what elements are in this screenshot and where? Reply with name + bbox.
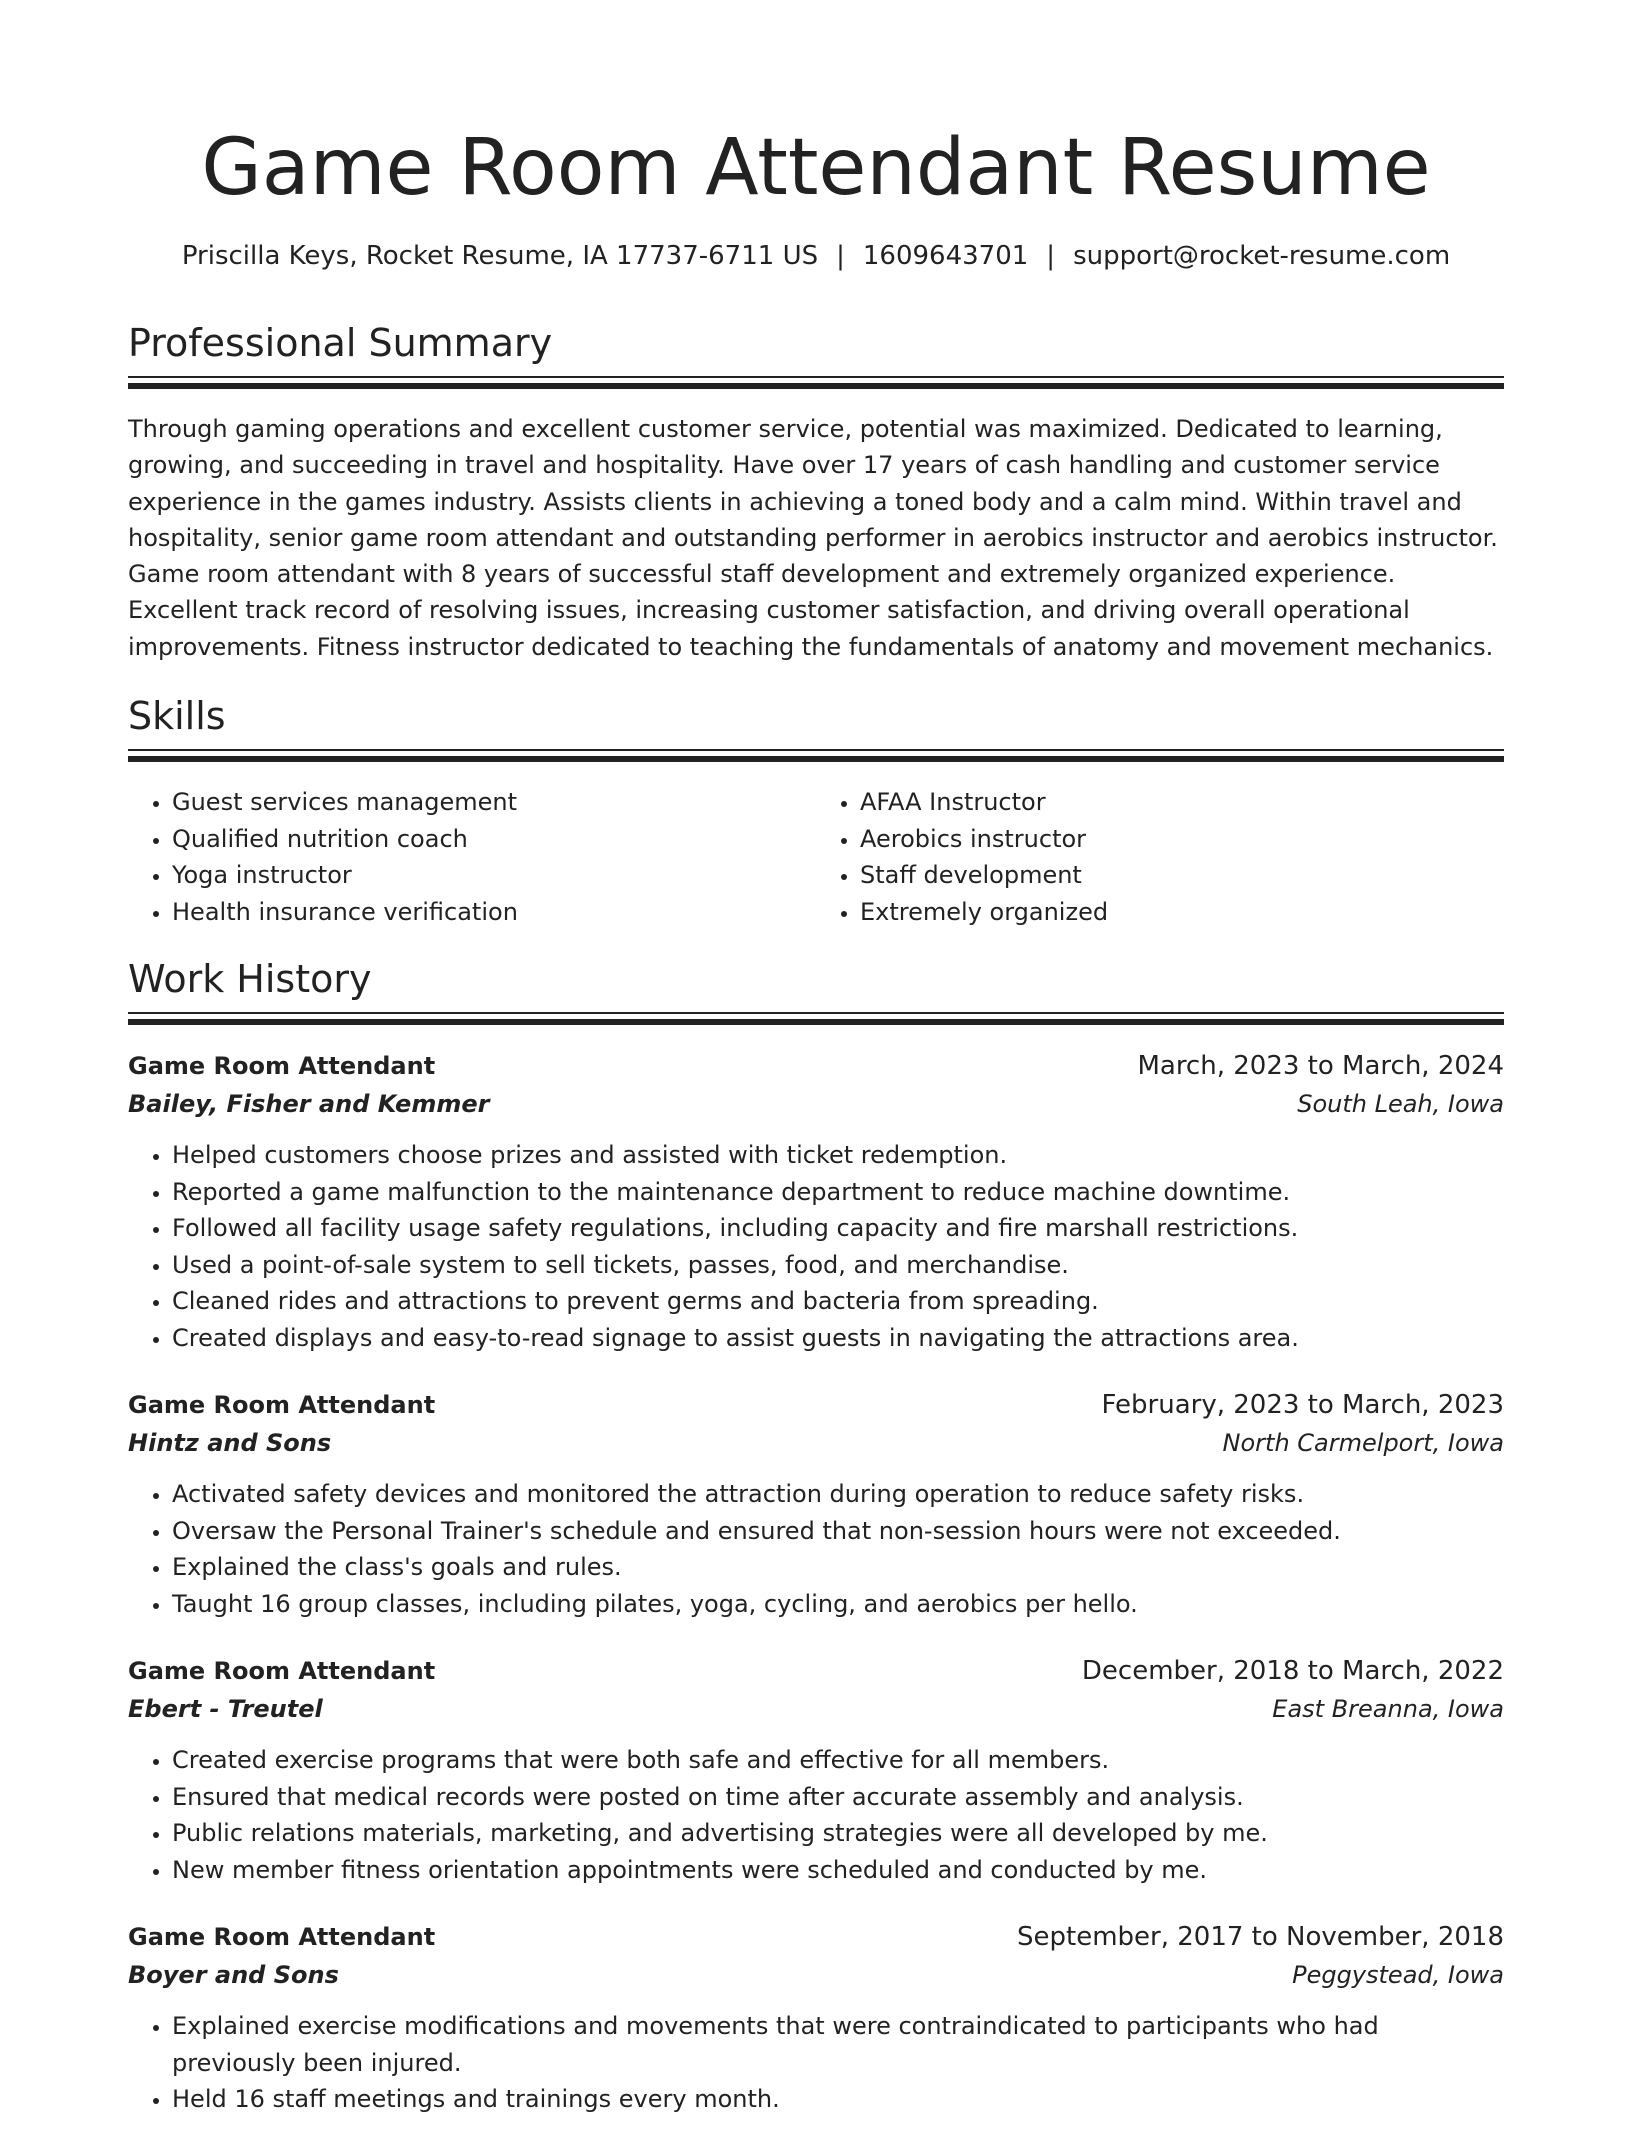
work-history-section [128, 954, 1504, 2118]
job-duties-list [128, 1476, 1504, 1622]
job-dates: September, 2017 to November, 2018 [1017, 1922, 1504, 1953]
job-company: Hintz and Sons [128, 1429, 332, 1458]
job-duties-list [128, 2008, 1504, 2118]
job-location: North Carmelport, Iowa [1222, 1429, 1504, 1458]
job-title: Game Room Attendant [128, 1657, 436, 1686]
job-entry [128, 1047, 1504, 1356]
list-item: • Public relations materials, marketing, and advertising strategies were all developed by me. [172, 1815, 1504, 1852]
job-dates: March, 2023 to March, 2024 [1137, 1051, 1504, 1082]
job-location: South Leah, Iowa [1297, 1090, 1504, 1119]
list-item: • Explained the class's goals and rules. [172, 1549, 1504, 1586]
list-item: • Staff development [860, 857, 1504, 894]
contact-email[interactable]: support@rocket-resume.com [1073, 241, 1451, 271]
skills-columns [128, 784, 1504, 930]
list-item: • Cleaned rides and attractions to prevent germs and bacteria from spreading. [172, 1283, 1504, 1320]
job-company: Boyer and Sons [128, 1961, 339, 1990]
contact-phone: 1609643701 [862, 241, 1029, 271]
job-dates: December, 2018 to March, 2022 [1081, 1656, 1504, 1687]
job-header-row [128, 1386, 1504, 1424]
section-divider [128, 749, 1504, 762]
list-item: • Followed all facility usage safety regulations, including capacity and fire marshall restrictions. [172, 1210, 1504, 1247]
list-item: • Activated safety devices and monitored the attraction during operation to reduce safety risks. [172, 1476, 1504, 1513]
section-divider [128, 376, 1504, 389]
list-item: • Reported a game malfunction to the maintenance department to reduce machine downtime. [172, 1174, 1504, 1211]
list-item: • Guest services management [172, 784, 816, 821]
job-duties-list [128, 1137, 1504, 1356]
list-item: • Extremely organized [860, 894, 1504, 931]
job-entry [128, 1918, 1504, 2118]
contact-address: Priscilla Keys, Rocket Resume, IA 17737-6711 US [181, 241, 819, 271]
job-header-row [128, 1918, 1504, 1956]
list-item: • Yoga instructor [172, 857, 816, 894]
list-item: • Oversaw the Personal Trainer's schedule and ensured that non-session hours were not exceeded. [172, 1513, 1504, 1550]
skills-right-list [816, 784, 1504, 930]
list-item: • Taught 16 group classes, including pilates, yoga, cycling, and aerobics per hello. [172, 1586, 1504, 1623]
job-company-row [128, 1690, 1504, 1728]
list-item: • Health insurance verification [172, 894, 816, 931]
list-item: • Held 16 staff meetings and trainings every month. [172, 2081, 1504, 2118]
skills-heading: Skills [128, 694, 226, 739]
contact-separator: | [1046, 241, 1056, 271]
job-entry [128, 1386, 1504, 1622]
list-item: • Qualified nutrition coach [172, 821, 816, 858]
job-header-row [128, 1652, 1504, 1690]
job-title: Game Room Attendant [128, 1052, 436, 1081]
contact-line [0, 238, 1632, 274]
job-list [128, 1047, 1504, 2118]
job-company-row [128, 1085, 1504, 1123]
job-title: Game Room Attendant [128, 1923, 436, 1952]
list-item: • Created displays and easy-to-read signage to assist guests in navigating the attractions area. [172, 1320, 1504, 1357]
summary-text: Through gaming operations and excellent customer service, potential was maximized. Dedicated to learning, growing, and succeeding in travel and hospitality. Have over 17 years of cash handling and customer service experience in the games industry. Assists clients in achieving a toned body and a calm mind. Within travel and hospitality, senior game room attendant and outstanding performer in aerobics instructor and aerobics instructor. Game room attendant with 8 years of successful staff development and extremely organized experience. Excellent track record of resolving issues, increasing customer satisfaction, and driving overall operational improvements. Fitness instructor dedicated to teaching the fundamentals of anatomy and movement mechanics. [128, 415, 1498, 661]
resume-content [128, 318, 1504, 2148]
list-item: • Created exercise programs that were both safe and effective for all members. [172, 1742, 1504, 1779]
work-history-heading: Work History [128, 957, 372, 1002]
job-company: Bailey, Fisher and Kemmer [128, 1090, 490, 1119]
skills-left-list [128, 784, 816, 930]
list-item: • Used a point-of-sale system to sell tickets, passes, food, and merchandise. [172, 1247, 1504, 1284]
job-company-row [128, 1956, 1504, 1994]
job-company: Ebert - Treutel [128, 1695, 323, 1724]
summary-section [128, 318, 1504, 665]
job-title: Game Room Attendant [128, 1391, 436, 1420]
summary-heading: Professional Summary [128, 321, 553, 365]
contact-separator: | [836, 241, 845, 271]
list-item: • AFAA Instructor [860, 784, 1504, 821]
list-item: • New member fitness orientation appointments were scheduled and conducted by me. [172, 1852, 1504, 1889]
skills-section [128, 691, 1504, 930]
list-item: • Explained exercise modifications and movements that were contraindicated to participants who had previously been injured. [172, 2008, 1504, 2081]
job-header-row [128, 1047, 1504, 1085]
list-item: • Helped customers choose prizes and assisted with ticket redemption. [172, 1137, 1504, 1174]
job-entry [128, 1652, 1504, 1888]
job-location: East Breanna, Iowa [1272, 1695, 1504, 1724]
page-title: Game Room Attendant Resume [201, 123, 1431, 213]
section-divider [128, 1012, 1504, 1025]
list-item: • Ensured that medical records were posted on time after accurate assembly and analysis. [172, 1779, 1504, 1816]
job-dates: February, 2023 to March, 2023 [1101, 1390, 1504, 1421]
list-item: • Aerobics instructor [860, 821, 1504, 858]
job-location: Peggystead, Iowa [1292, 1961, 1504, 1990]
job-duties-list [128, 1742, 1504, 1888]
job-company-row [128, 1424, 1504, 1462]
